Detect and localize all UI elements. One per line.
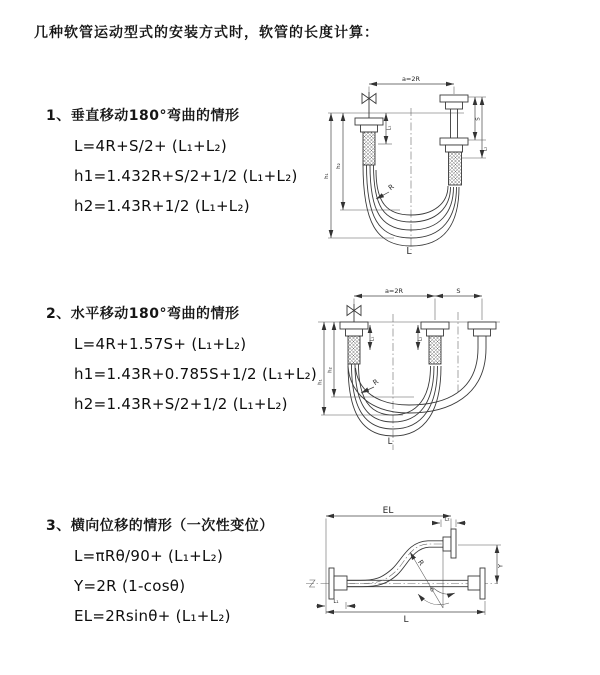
radius-label: R	[415, 558, 426, 568]
dim-label-l1: L₁	[369, 336, 376, 342]
dim-label-el: EL	[382, 506, 394, 516]
dim-label-l1: L₁	[386, 125, 393, 131]
pipe-fitting-left	[355, 118, 383, 165]
section-2-formula-2: h1=1.43R+0.785S+1/2 (L₁+L₂)	[74, 365, 318, 383]
dim-label-l2: L₂	[444, 516, 450, 523]
section-1-formula-1: L=4R+S/2+ (L₁+L₂)	[74, 137, 228, 155]
section-1-formula-3: h2=1.43R+1/2 (L₁+L₂)	[74, 197, 250, 215]
hose-curves	[348, 348, 486, 436]
hose-displaced	[347, 541, 443, 587]
dim-label-a2r: a=2R	[384, 287, 404, 295]
dim-label-h1: h₁	[324, 173, 331, 179]
section-3-formula-1: L=πRθ/90+ (L₁+L₂)	[74, 547, 224, 565]
radius-construction	[410, 551, 443, 608]
section-1-heading	[46, 105, 239, 125]
dim-label-y: Y	[496, 564, 505, 568]
hose-braid	[363, 132, 375, 165]
flange-left	[329, 568, 347, 599]
section-3-title: 横向位移的情形（一次性变位）	[70, 518, 274, 534]
dim-label-a2r: a=2R	[401, 75, 421, 83]
section-3-formula-2: Y=2R (1-cosθ)	[74, 577, 186, 595]
pipe-fitting-right	[468, 322, 496, 348]
dim-label-h2: h₂	[327, 367, 334, 373]
section-2-heading	[46, 303, 239, 323]
length-label: L	[406, 246, 412, 257]
hose-braid	[429, 336, 441, 364]
diagram-vertical-180-bend	[312, 70, 600, 262]
section-3-heading	[46, 515, 274, 535]
flange-upper-right	[443, 529, 456, 558]
dim-label-l: L	[403, 615, 409, 625]
diagram-lateral-displacement	[298, 498, 600, 644]
valve-icon	[347, 304, 361, 322]
valve-icon	[362, 92, 376, 118]
section-2-formula-3: h2=1.43R+S/2+1/2 (L₁+L₂)	[74, 395, 288, 413]
dim-label-h2: h₂	[336, 163, 343, 169]
angle-label: θ	[430, 586, 434, 594]
diagram-horizontal-180-bend	[308, 282, 600, 462]
dimension-lines	[316, 516, 501, 615]
hose-braid	[449, 152, 462, 185]
dimension-lines	[318, 296, 500, 415]
pipe-fitting-middle	[421, 322, 449, 364]
pipe-fitting-left	[340, 322, 368, 364]
section-2-number: 2、	[46, 306, 71, 322]
section-2-title: 水平移动180°弯曲的情形	[70, 306, 240, 322]
section-3-number: 3、	[46, 518, 71, 534]
page-title: 几种软管运动型式的安装方式时，软管的长度计算：	[34, 25, 379, 41]
radius-label: R	[371, 377, 381, 388]
hose-curves	[363, 164, 459, 246]
hose-braid	[348, 336, 360, 364]
dim-label-s: S	[456, 287, 461, 295]
dim-label-l2: L₂	[482, 146, 489, 152]
dim-label-h1: h₁	[317, 379, 324, 385]
dim-label-l1: L₁	[333, 599, 339, 605]
dim-label-l2: L₂	[417, 336, 424, 342]
section-1-title: 垂直移动180°弯曲的情形	[70, 108, 240, 124]
pipe-fitting-right	[440, 95, 468, 185]
section-1-formula-2: h1=1.432R+S/2+1/2 (L₁+L₂)	[74, 167, 298, 185]
radius-label: R	[386, 182, 396, 193]
dim-label-s: S	[475, 117, 482, 121]
section-1-number: 1、	[46, 108, 71, 124]
length-label: L	[387, 437, 393, 447]
section-2-formula-1: L=4R+1.57S+ (L₁+L₂)	[74, 335, 247, 353]
section-3-formula-3: EL=2Rsinθ+ (L₁+L₂)	[74, 607, 231, 625]
